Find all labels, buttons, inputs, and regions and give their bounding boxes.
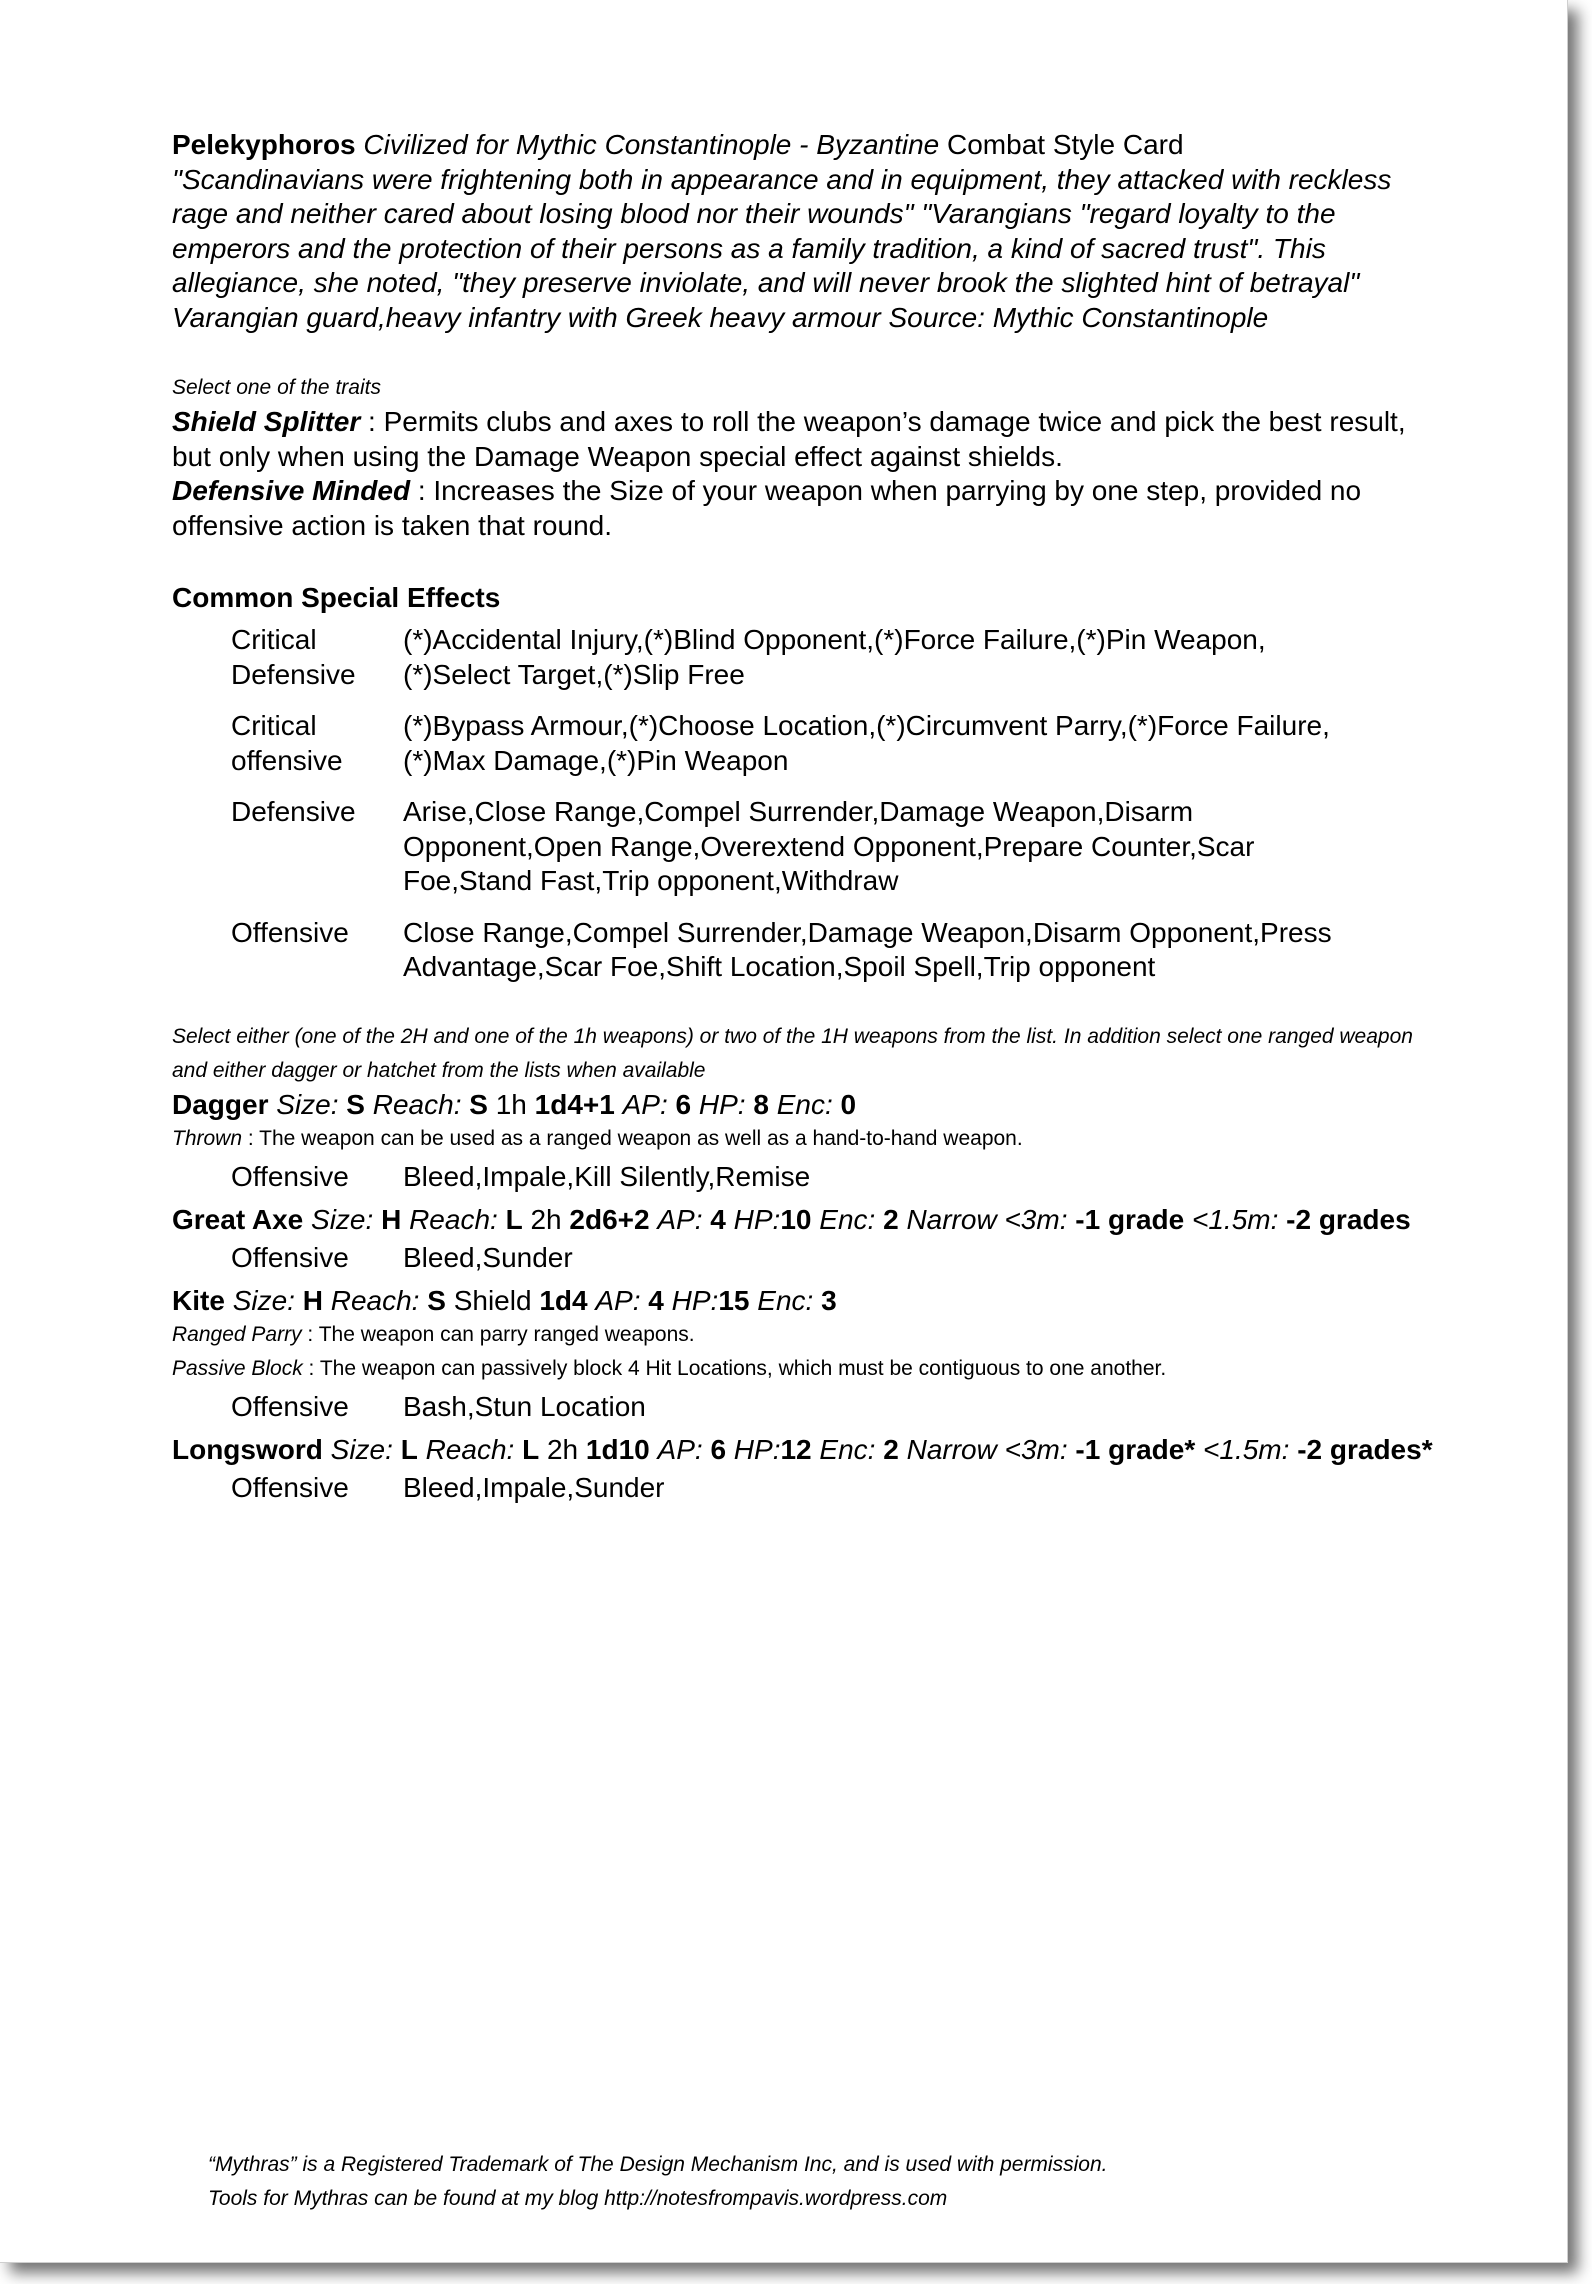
effect-category: Critical offensive: [231, 710, 343, 776]
weapon-enc: 2: [883, 1203, 899, 1235]
weapon-damage: 1d4+1: [534, 1088, 615, 1120]
ap-label: AP:: [595, 1284, 641, 1316]
weapon-damage: 1d4: [539, 1284, 588, 1316]
effect-row: [231, 709, 1442, 778]
weapon-trait: [172, 1352, 1442, 1386]
weapon-hands: 2h: [530, 1203, 562, 1235]
weapon-dagger: [172, 1088, 1442, 1123]
hp-label: HP:: [733, 1203, 781, 1235]
weapon-ap: 6: [710, 1433, 727, 1465]
weapon-narrow15: -2 grades: [1286, 1203, 1411, 1235]
blog-notice: Tools for Mythras can be found at my blog http://notesfrompavis.wordpress.com: [208, 2187, 948, 2210]
hp-label: HP:: [698, 1088, 746, 1120]
effect-category: Offensive: [231, 1472, 349, 1503]
effect-list: Bleed,Impale,Sunder: [403, 1472, 665, 1503]
weapon-trait-text: : The weapon can be used as a ranged weapon as well as a hand-to-hand weapon.: [242, 1127, 1023, 1150]
weapon-damage: 1d10: [585, 1433, 650, 1465]
weapon-hands: 1h: [495, 1088, 527, 1120]
effect-list: (*)Accidental Injury,(*)Blind Opponent,(*)Force Failure,(*)Pin Weapon,(*)Select Target,(*)Slip Free: [403, 624, 1266, 690]
ap-label: AP:: [622, 1088, 668, 1120]
style-description: "Scandinavians were frightening both in appearance and in equipment, they attacked with reckless rage and neither cared about losing blood nor their wounds" "Varangians "regard loyalty to the emperors and the protection of their persons as a family tradition, a kind of sacred trust". This allegiance, she noted, "they preserve inviolate, and will never brook the slighted hint of betrayal" Varangian guard,heavy infantry with Greek heavy armour Source: Mythic Constantinople: [172, 163, 1392, 333]
weapon-name: Dagger: [172, 1088, 269, 1120]
effect-row: [231, 795, 1442, 899]
trait-name: Shield Splitter: [172, 406, 361, 437]
weapon-reach: S: [469, 1088, 488, 1120]
weapon-trait-name: Passive Block: [172, 1357, 303, 1380]
narrow15-label: <1.5m:: [1203, 1433, 1290, 1465]
size-label: Size:: [276, 1088, 339, 1120]
special-effects-table: [231, 623, 1442, 985]
weapon-trait-text: : The weapon can passively block 4 Hit Locations, which must be contiguous to one another.: [302, 1357, 1167, 1380]
weapon-size: S: [346, 1088, 365, 1120]
traits-intro: Select one of the traits: [172, 376, 381, 399]
enc-label: Enc:: [776, 1088, 833, 1120]
style-subtitle: Civilized for Mythic Constantinople - Byzantine: [363, 129, 940, 160]
weapon-reach: L: [522, 1433, 540, 1465]
weapon-hands: Shield: [453, 1284, 532, 1316]
effect-list: (*)Bypass Armour,(*)Choose Location,(*)Circumvent Parry,(*)Force Failure,(*)Max Damage,(*)Pin Weapon: [403, 710, 1330, 776]
narrow3-label: Narrow <3m:: [906, 1433, 1068, 1465]
weapon-reach: S: [427, 1284, 446, 1316]
weapon-ap: 4: [648, 1284, 664, 1316]
style-name: Pelekyphoros: [172, 129, 356, 160]
weapon-enc: 2: [883, 1433, 899, 1465]
trait-text: : Permits clubs and axes to roll the weapon’s damage twice and pick the best result, but only when using the Damage Weapon special effect against shields.: [172, 406, 1406, 472]
weapon-effects: [231, 1241, 1442, 1276]
trademark-notice: “Mythras” is a Registered Trademark of The Design Mechanism Inc, and is used with permission.: [208, 2153, 1108, 2176]
enc-label: Enc:: [757, 1284, 814, 1316]
reach-label: Reach:: [330, 1284, 420, 1316]
effect-list: Bleed,Sunder: [403, 1242, 573, 1273]
ap-label: AP:: [657, 1433, 703, 1465]
card-content: [172, 128, 1442, 1514]
enc-label: Enc:: [819, 1203, 876, 1235]
effect-row: [231, 916, 1442, 985]
effect-category: Offensive: [231, 1242, 349, 1273]
weapon-hp: 15: [718, 1284, 750, 1316]
effect-category: Offensive: [231, 1391, 349, 1422]
reach-label: Reach:: [425, 1433, 515, 1465]
weapon-great-axe: [172, 1203, 1442, 1238]
effect-category: Offensive: [231, 1161, 349, 1192]
trait-text: : Increases the Size of your weapon when parrying by one step, provided no offensive action is taken that round.: [172, 475, 1362, 541]
weapon-effects: [231, 1390, 1442, 1425]
weapons-intro: Select either (one of the 2H and one of the 1h weapons) or two of the 1H weapons from the list. In addition select one ranged weapon and either dagger or hatchet from the lists when available: [172, 1024, 1413, 1082]
weapon-hp: 12: [780, 1433, 812, 1465]
weapon-hp: 8: [753, 1088, 769, 1120]
weapon-trait-text: : The weapon can parry ranged weapons.: [301, 1323, 695, 1346]
weapon-effects: [231, 1471, 1442, 1506]
weapon-trait: [172, 1122, 1442, 1156]
effect-category: Offensive: [231, 916, 349, 948]
weapon-hp: 10: [780, 1203, 812, 1235]
weapon-longsword: [172, 1433, 1442, 1468]
size-label: Size:: [311, 1203, 374, 1235]
weapon-enc: 3: [821, 1284, 837, 1316]
weapon-name: Kite: [172, 1284, 225, 1316]
weapon-ap: 6: [675, 1088, 692, 1120]
weapon-narrow3: -1 grade: [1075, 1203, 1185, 1235]
reach-label: Reach:: [409, 1203, 498, 1235]
weapon-size: H: [381, 1203, 402, 1235]
effect-category: Defensive: [231, 796, 356, 827]
size-label: Size:: [330, 1433, 393, 1465]
hp-label: HP:: [671, 1284, 719, 1316]
enc-label: Enc:: [819, 1433, 876, 1465]
effect-list: Bleed,Impale,Kill Silently,Remise: [403, 1161, 811, 1192]
trait-shield-splitter: [172, 405, 1442, 474]
weapon-enc: 0: [840, 1088, 857, 1120]
effect-category: Critical Defensive: [231, 624, 356, 690]
weapon-size: H: [302, 1284, 323, 1316]
weapon-kite: [172, 1284, 1442, 1319]
page-footer: [208, 2148, 1107, 2216]
card-type: Combat Style Card: [947, 129, 1184, 160]
hp-label: HP:: [733, 1433, 781, 1465]
weapon-reach: L: [505, 1203, 523, 1235]
weapon-ap: 4: [710, 1203, 726, 1235]
effect-list: Close Range,Compel Surrender,Damage Weapon,Disarm Opponent,Press Advantage,Scar Foe,Shift Location,Spoil Spell,Trip opponent: [403, 916, 1332, 982]
size-label: Size:: [232, 1284, 295, 1316]
weapon-damage: 2d6+2: [569, 1203, 650, 1235]
weapon-trait: [172, 1318, 1442, 1352]
weapon-name: Great Axe: [172, 1203, 304, 1235]
weapon-trait-name: Ranged Parry: [172, 1323, 302, 1346]
narrow3-label: Narrow <3m:: [906, 1203, 1068, 1235]
reach-label: Reach:: [372, 1088, 462, 1120]
effect-list: Arise,Close Range,Compel Surrender,Damage Weapon,Disarm Opponent,Open Range,Overextend Opponent,Prepare Counter,Scar Foe,Stand Fast,Trip opponent,Withdraw: [403, 796, 1255, 896]
card-header: [172, 128, 1442, 163]
narrow15-label: <1.5m:: [1191, 1203, 1279, 1235]
special-effects-heading: Common Special Effects: [172, 582, 501, 613]
trait-defensive-minded: [172, 474, 1442, 543]
weapon-size: L: [400, 1433, 418, 1465]
trait-name: Defensive Minded: [172, 475, 411, 506]
effect-list: Bash,Stun Location: [403, 1391, 646, 1422]
weapon-hands: 2h: [546, 1433, 579, 1465]
weapon-narrow3: -1 grade*: [1075, 1433, 1196, 1465]
weapon-trait-name: Thrown: [172, 1127, 243, 1150]
weapon-name: Longsword: [172, 1433, 323, 1465]
weapon-narrow15: -2 grades*: [1297, 1433, 1433, 1465]
effect-row: [231, 623, 1442, 692]
weapon-effects: [231, 1160, 1442, 1195]
ap-label: AP:: [657, 1203, 703, 1235]
